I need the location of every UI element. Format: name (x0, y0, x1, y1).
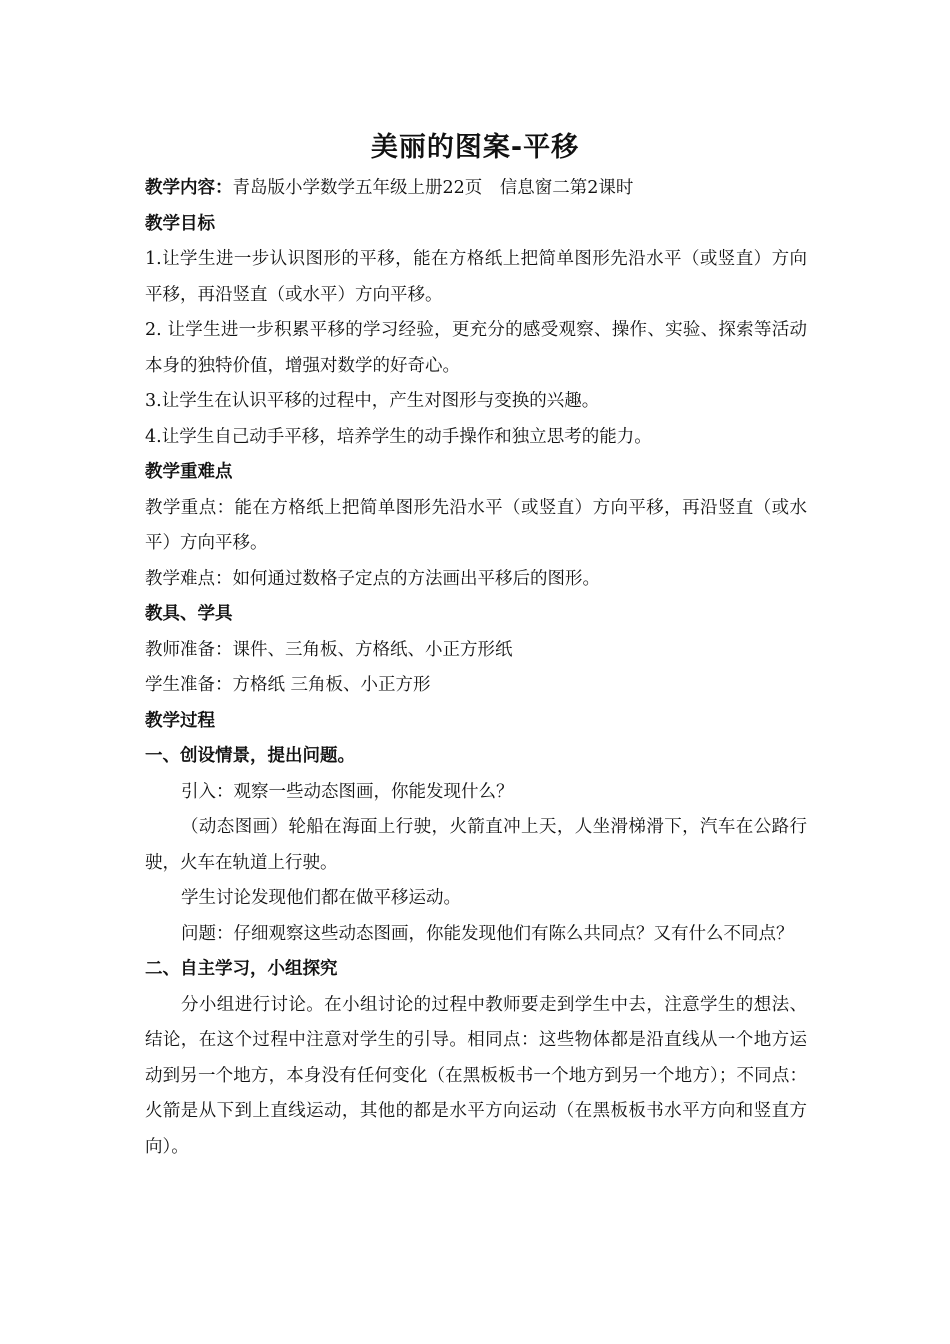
student-prep: 学生准备：方格纸 三角板、小正方形 (145, 675, 431, 695)
goal-item: 2. 让学生进一步积累平移的学习经验，更充分的感受观察、操作、实验、探索等活动本身的独特价值，增强对数学的好奇心。 (145, 320, 807, 376)
goal-item: 4.让学生自己动手平移，培养学生的动手操作和独立思考的能力。 (145, 426, 652, 447)
section1-paragraph: 学生讨论发现他们都在做平移运动。 (181, 888, 461, 908)
section1-paragraph: 问题：仔细观察这些动态图画，你能发现他们有陈么共同点？又有什么不同点？ (181, 923, 794, 944)
section2-paragraph: 分小组进行讨论。在小组讨论的过程中教师要走到学生中去，注意学生的想法、结论，在这个过程中注意对学生的引导。相同点：这些物体都是沿直线从一个地方运动到另一个地方，本身没有任何变化（在黑板板书一个地方到另一个地方）；不同点：火箭是从下到上直线运动，其他的都是水平方向运动（在黑板板书水平方向和竖直方向）。 (145, 994, 807, 1157)
teaching-content-text: 青岛版小学数学五年级上册22页 信息窗二第2课时 (232, 178, 634, 198)
section2-heading: 二、自主学习，小组探究 (145, 959, 338, 979)
section1-paragraph: （动态图画）轮船在海面上行驶，火箭直冲上天，人坐滑梯滑下，汽车在公路行驶，火车在轨道上行驶。 (145, 817, 807, 873)
goals-heading: 教学目标 (145, 213, 215, 234)
document-body (145, 171, 807, 1165)
tools-heading: 教具、学具 (145, 604, 233, 624)
goal-item: 3.让学生在认识平移的过程中，产生对图形与变换的兴趣。 (145, 391, 600, 411)
difficult-point: 教学难点：如何通过数格子定点的方法画出平移后的图形。 (145, 568, 600, 589)
teacher-prep: 教师准备：课件、三角板、方格纸、小正方形纸 (145, 639, 513, 660)
section1-paragraph: 引入：观察一些动态图画，你能发现什么？ (181, 781, 514, 802)
teaching-content-line (145, 171, 807, 207)
key-point: 教学重点：能在方格纸上把简单图形先沿水平（或竖直）方向平移，再沿竖直（或水平）方向平移。 (145, 497, 807, 553)
section1-heading: 一、创设情景，提出问题。 (145, 746, 355, 766)
key-points-heading: 教学重难点 (145, 462, 233, 482)
goal-item: 1.让学生进一步认识图形的平移，能在方格纸上把简单图形先沿水平（或竖直）方向平移，再沿竖直（或水平）方向平移。 (145, 249, 807, 305)
page-title: 美丽的图案-平移 (370, 132, 580, 163)
teaching-content-label: 教学内容： (145, 178, 233, 198)
process-heading: 教学过程 (145, 710, 215, 731)
